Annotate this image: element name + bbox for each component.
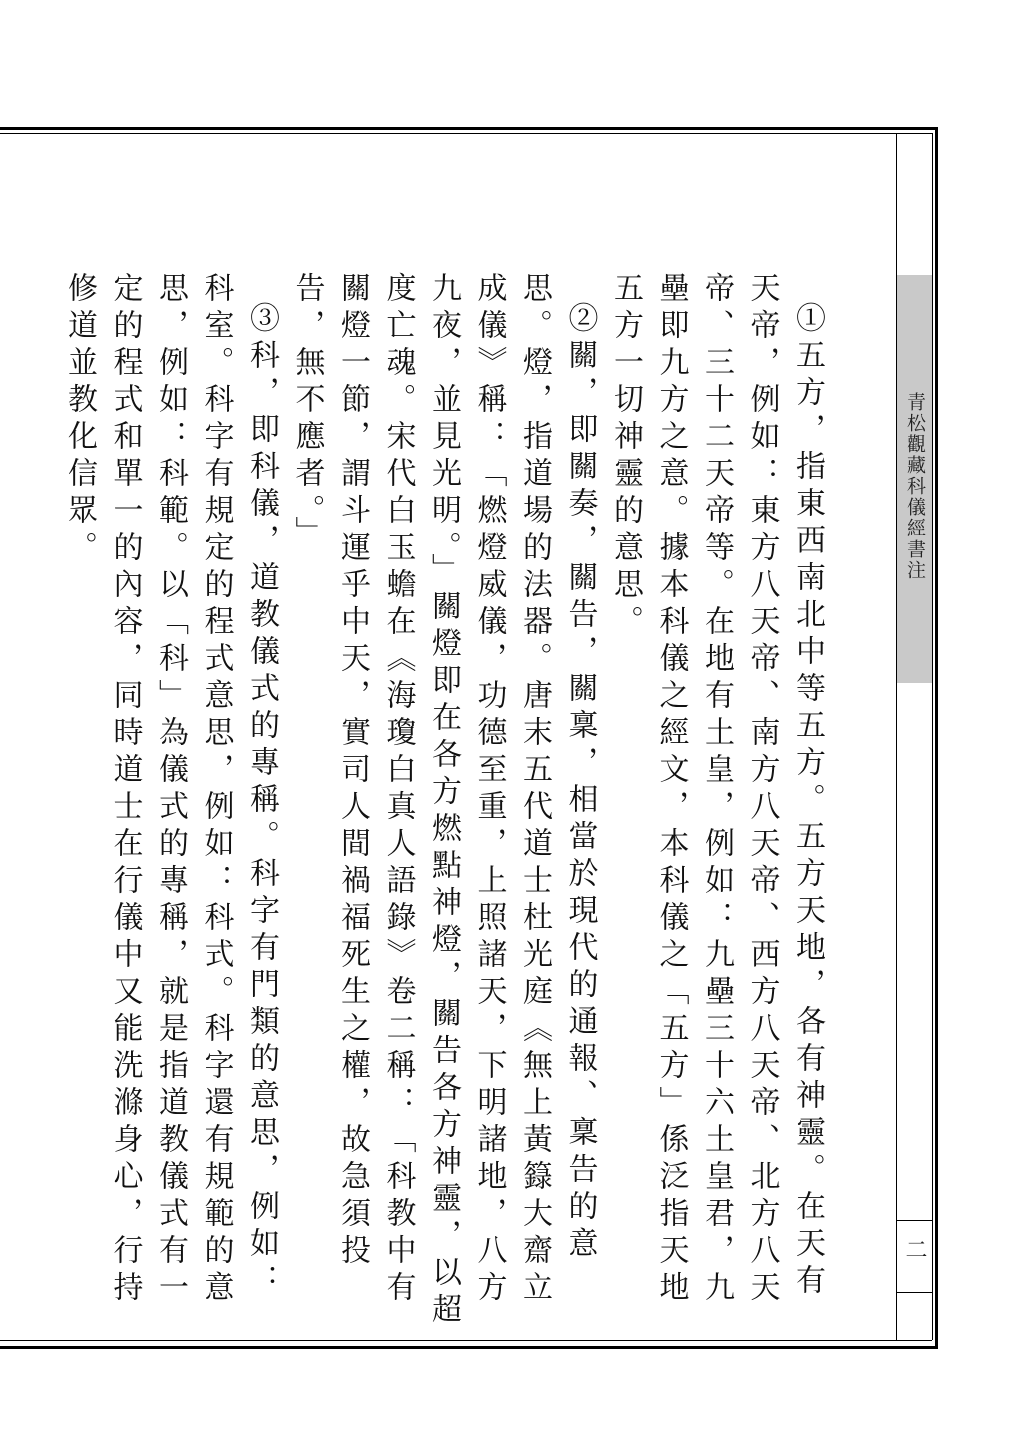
folio-rule-top [897, 1220, 932, 1221]
running-head: 青松觀藏科儀經書注 [904, 392, 926, 581]
frame-rule-top [0, 133, 932, 134]
frame-rule-bottom [0, 1340, 932, 1341]
note-paragraph-2: ②關，即關奏，關告，關稟，相當於現代的通報、稟告的意思。燈，指道場的法器。唐末五代道士杜光庭《無上黃籙大齋立成儀》稱：「燃燈威儀，功德至重，上照諸天，下明諸地，八方九夜，並見光明。」關燈即在各方燃點神燈，關告各方神靈，以超度亡魂。宋代白玉蟾在《海瓊白真人語錄》卷二稱：「科教中有關燈一節，謂斗運乎中天，實司人間禍福死生之權，故急須投告，無不應者。」 [289, 272, 598, 1330]
note-paragraph-3: ③科，即科儀，道教儀式的專稱。科字有門類的意思，例如：科室。科字有規定的程式意思，例如：科式。科字還有規範的意思，例如：科範。以「科」為儀式的專稱，就是指道教儀式有一定的程式和單一的內容，同時道士在行儀中又能洗滌身心，行持修道並教化信眾。 [62, 272, 279, 1308]
annotation-text [57, 272, 831, 1332]
note-paragraph-1: ①五方，指東西南北中等五方。五方天地，各有神靈。在天有天帝，例如：東方八天帝、南方八天帝、西方八天帝、北方八天帝、三十二天帝等。在地有土皇，例如：九壘三十六土皇君，九壘即九方之意。據本科儀之經文，本科儀之「五方」係泛指天地五方一切神靈的意思。 [608, 272, 825, 1308]
page-number: 二 [902, 1238, 927, 1260]
frame-rule-right [932, 133, 933, 1340]
folio-rule-bottom [897, 1292, 932, 1293]
